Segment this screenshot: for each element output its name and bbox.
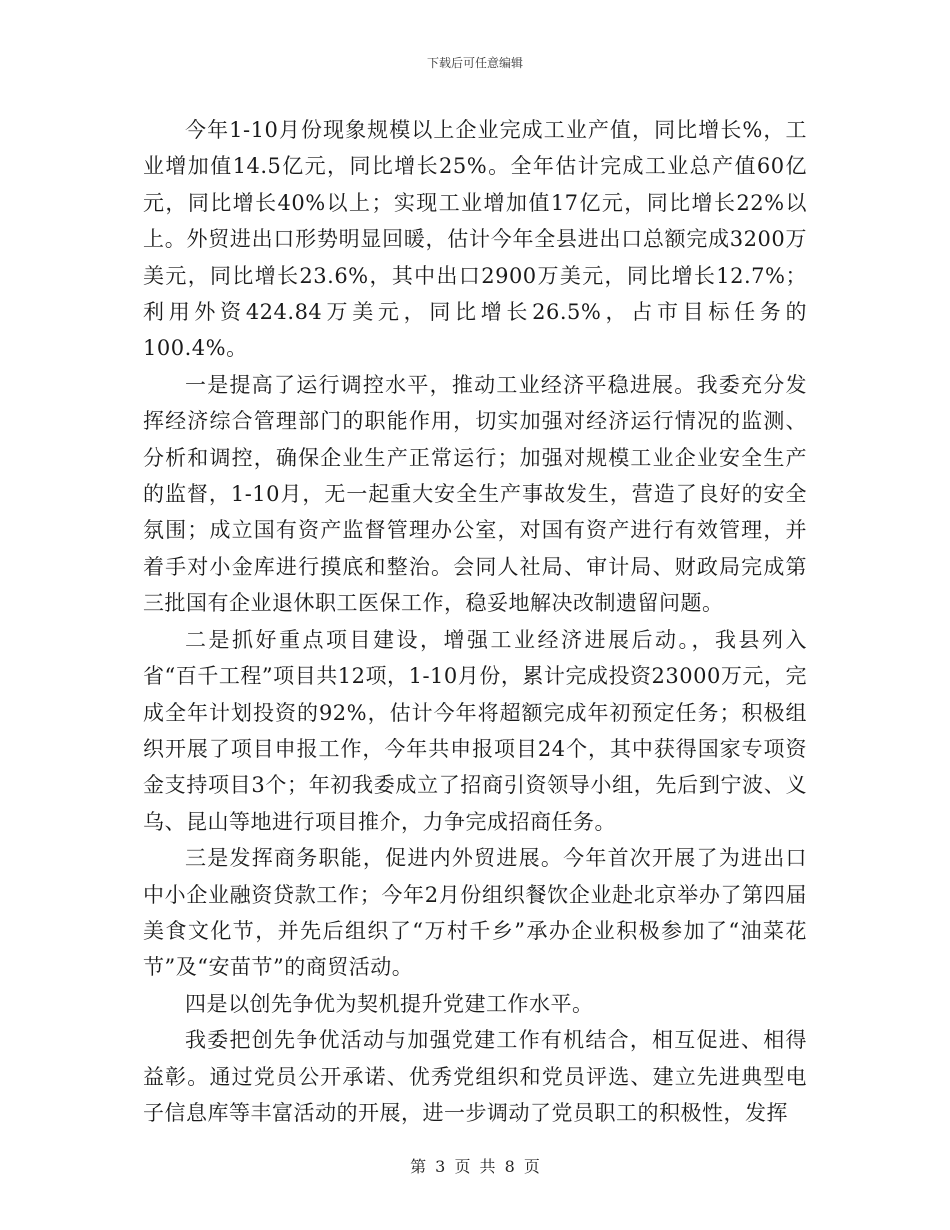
paragraph-key-projects: 二是抓好重点项目建设，增强工业经济进展后动。，我县列入省“百千工程”项目共12项，1-10月份，累计完成投资23000万元，完成全年计划投资的92%，估计今年将超额完成年初预定任务；积极组织开展了项目申报工作，今年共申报项目24个，其中获得国家专项资金支持项目3个；年初我委成立了招商引资领导小组，先后到宁波、义乌、昆山等地进行项目推介，力争完成招商任务。 <box>143 627 807 834</box>
paragraph-regulation: 一是提高了运行调控水平，推动工业经济平稳进展。我委充分发挥经济综合管理部门的职能作用，切实加强对经济运行情况的监测、分析和调控，确保企业生产正常运行；加强对规模工业企业安全生产的监督，1-10月，无一起重大安全生产事故发生，营造了良好的安全氛围；成立国有资产监督管理办公室，对国有资产进行有效管理，并着手对小金库进行摸底和整治。会同人社局、审计局、财政局完成第三批国有企业退休职工医保工作，稳妥地解决改制遗留问题。 <box>143 372 807 616</box>
paragraph-industrial-output: 今年1-10月份现象规模以上企业完成工业产值，同比增长%，工业增加值14.5亿元，同比增长25%。全年估计完成工业总产值60亿元，同比增长40%以上；实现工业增加值17亿元，同比增长22%以上。外贸进出口形势明显回暖，估计今年全县进出口总额完成3200万美元，同比增长23.6%，其中出口2900万美元，同比增长12.7%；利用外资424.84万美元，同比增长26.5%，占市目标任务的100.4%。 <box>143 118 807 361</box>
paragraph-party-building-heading: 四是以创先争优为契机提升党建工作水平。 <box>185 991 594 1016</box>
document-body <box>143 112 807 1131</box>
page-number-footer: 第 3 页 共 8 页 <box>410 1157 540 1176</box>
page-header: 下载后可任意编辑 <box>426 56 523 70</box>
paragraph-party-building: 我委把创先争优活动与加强党建工作有机结合，相互促进、相得益彰。通过党员公开承诺、优秀党组织和党员评选、建立先进典型电子信息库等丰富活动的开展，进一步调动了党员职工的积极性，发挥 <box>143 1028 807 1125</box>
paragraph-commerce: 三是发挥商务职能，促进内外贸进展。今年首次开展了为进出口中小企业融资贷款工作；今年2月份组织餐饮企业赴北京举办了第四届美食文化节，并先后组织了“万村千乡”承办企业积极参加了“油菜花节”及“安苗节”的商贸活动。 <box>143 846 807 980</box>
